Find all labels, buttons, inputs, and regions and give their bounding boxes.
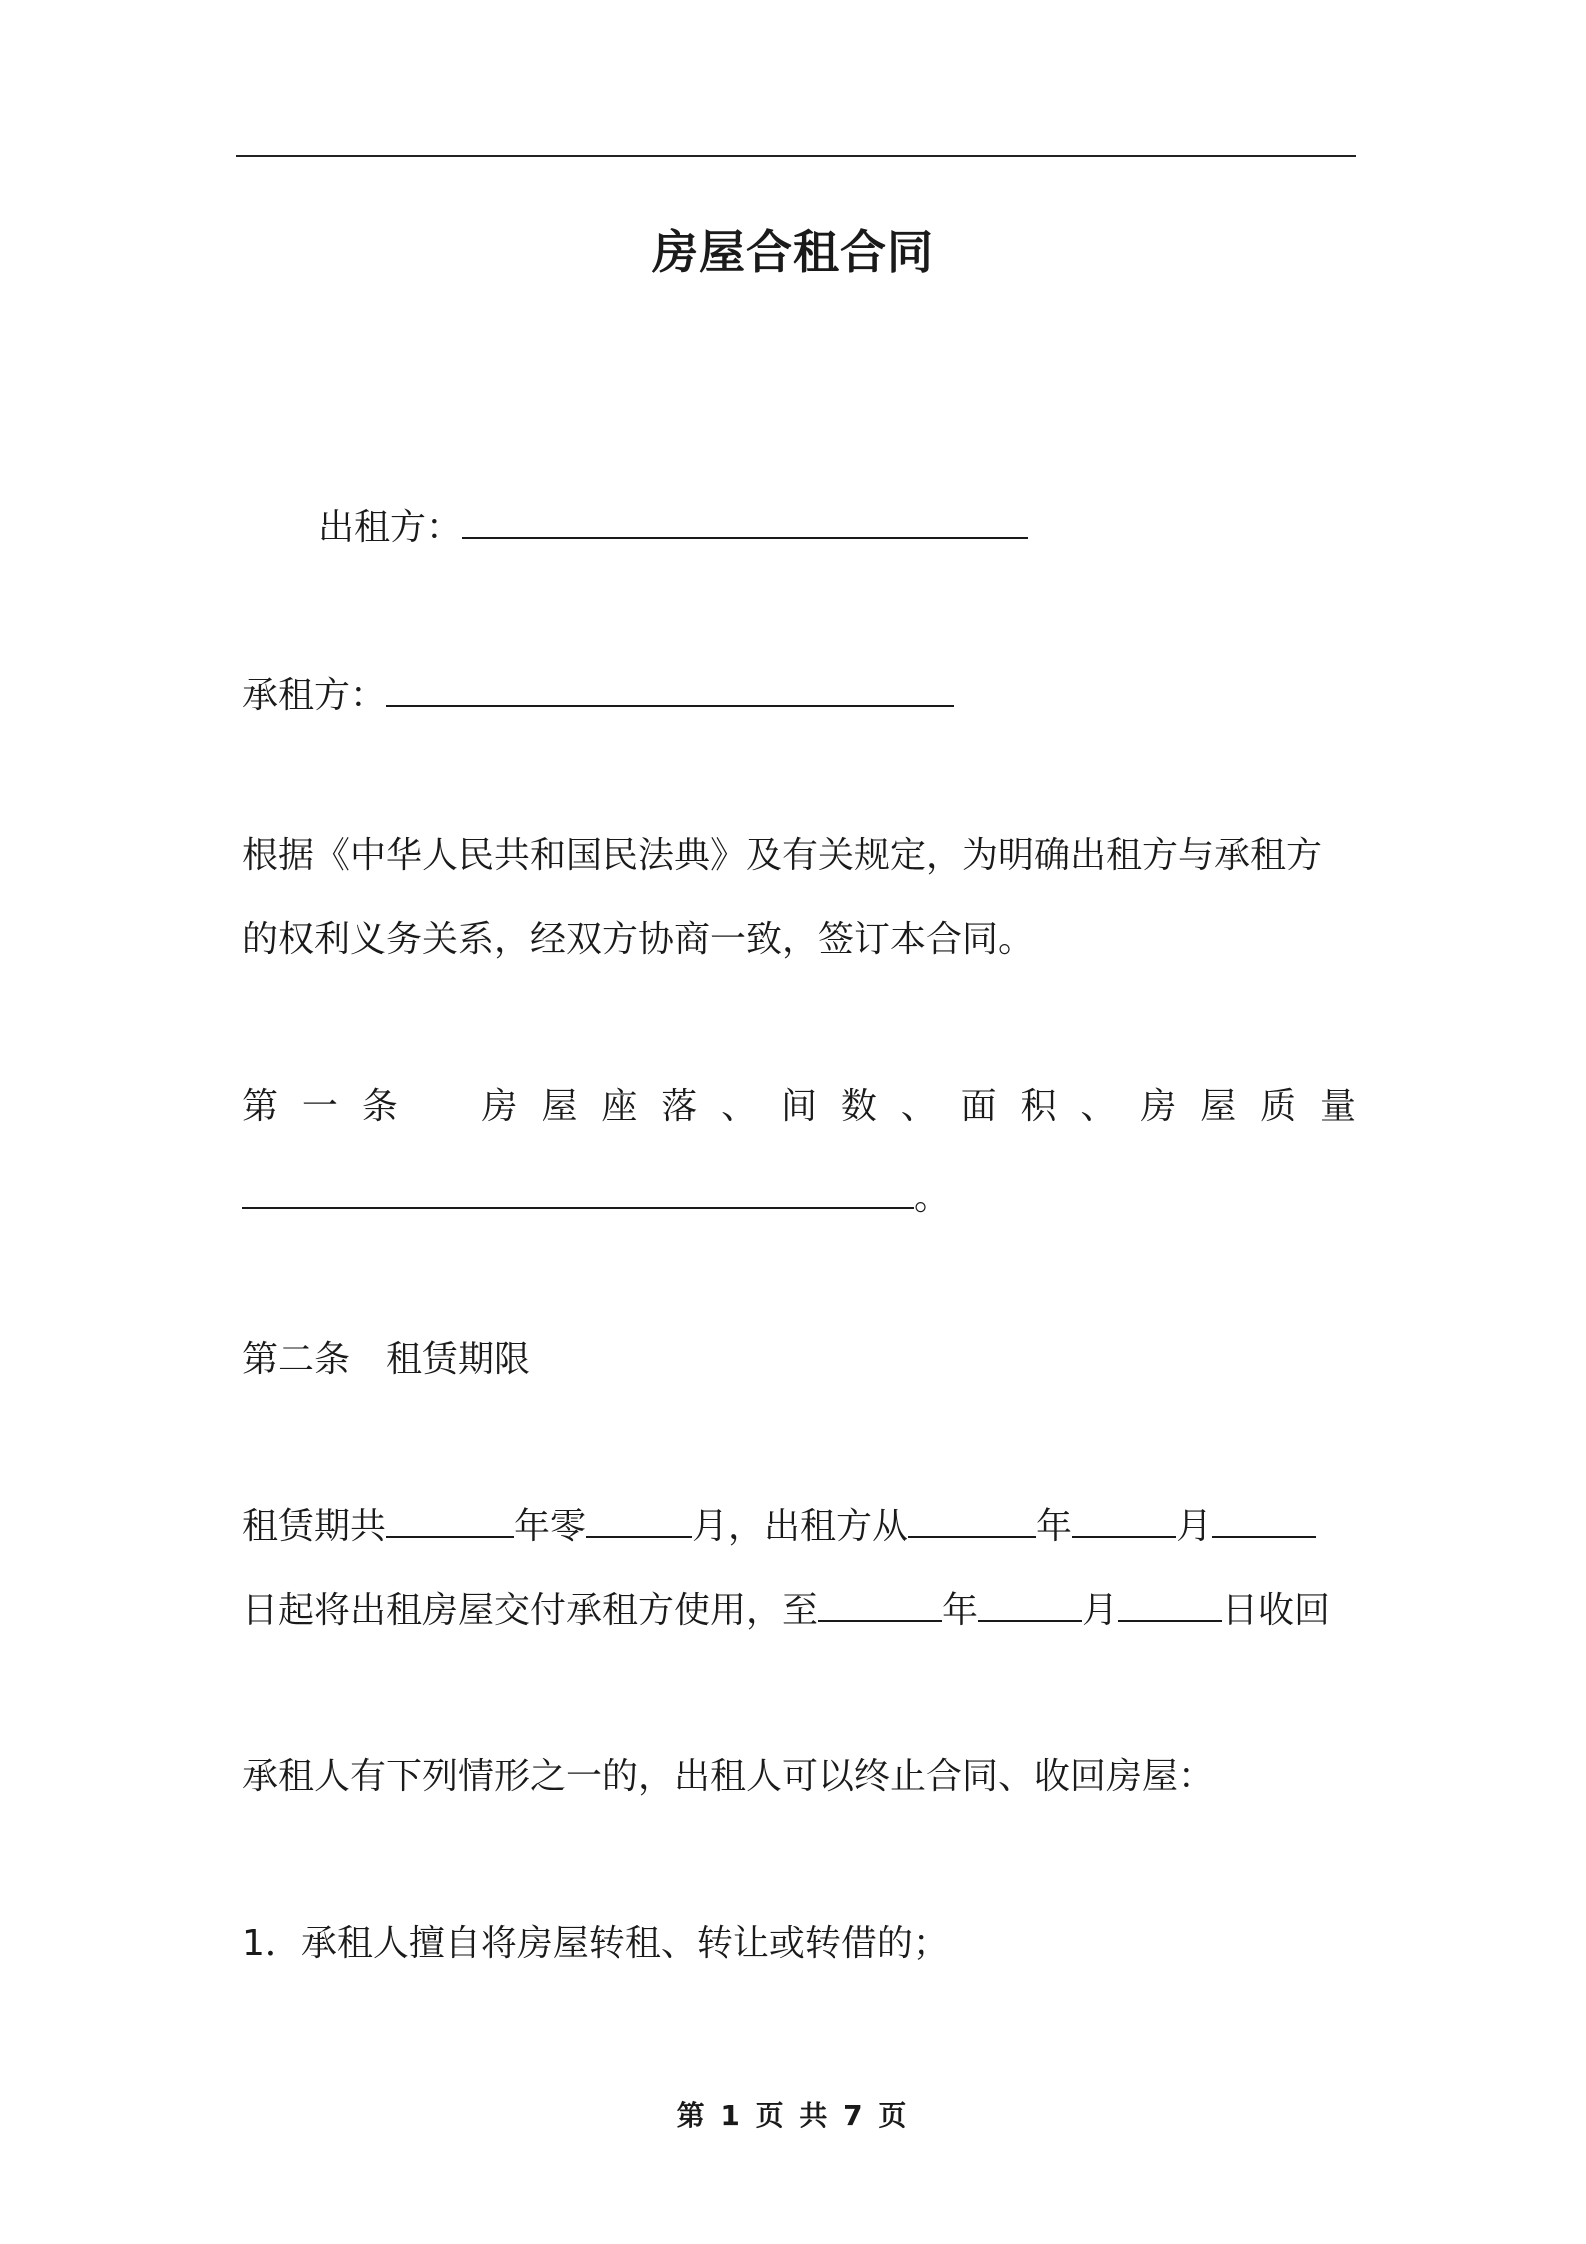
termination-item-1: 1．承租人擅自将房屋转租、转让或转借的； (242, 1923, 949, 1964)
term-text: 租赁期共 (242, 1506, 387, 1547)
term-text: 月 (1176, 1506, 1213, 1547)
term-text: 年 (942, 1590, 979, 1631)
term-text: 月 (1082, 1590, 1119, 1631)
term-line-1 (242, 1505, 1316, 1549)
end-month-blank (978, 1590, 1082, 1622)
term-text: 年零 (514, 1506, 587, 1547)
term-text: 日收回 (1222, 1590, 1331, 1631)
lessor-line (318, 506, 1028, 550)
preamble-line-2: 的权利义务关系，经双方协商一致，签订本合同。 (242, 919, 1035, 960)
lessor-label: 出租方： (318, 507, 463, 548)
header-rule (236, 155, 1356, 157)
document-title: 房屋合租合同 (652, 225, 934, 279)
lessee-label: 承租方： (242, 675, 387, 716)
term-text: 年 (1036, 1506, 1073, 1547)
term-line-2 (242, 1589, 1330, 1633)
article-2-heading: 第二条 租赁期限 (242, 1339, 531, 1380)
term-text: 月，出租方从 (692, 1506, 909, 1547)
termination-intro: 承租人有下列情形之一的，出租人可以终止合同、收回房屋： (242, 1756, 1215, 1797)
term-months-blank (586, 1506, 692, 1538)
lessee-blank (386, 675, 954, 707)
term-text: 日起将出租房屋交付承租方使用，至 (242, 1590, 819, 1631)
start-month-blank (1072, 1506, 1176, 1538)
article-1-blank-line (242, 1176, 950, 1220)
start-day-blank (1212, 1506, 1316, 1538)
lessee-line (242, 674, 954, 718)
lessor-blank (462, 507, 1028, 539)
end-day-blank (1118, 1590, 1222, 1622)
start-year-blank (908, 1506, 1036, 1538)
preamble-line-1: 根据《中华人民共和国民法典》及有关规定，为明确出租方与承租方 (242, 835, 1323, 876)
page-indicator: 第 1 页 共 7 页 (676, 2099, 910, 2132)
article-1-heading: 第一条 房屋座落、间数、面积、房屋质量 (242, 1086, 1356, 1127)
end-year-blank (818, 1590, 942, 1622)
term-years-blank (386, 1506, 514, 1538)
article-1-blank (242, 1177, 914, 1209)
article-1-end: 。 (914, 1177, 951, 1218)
